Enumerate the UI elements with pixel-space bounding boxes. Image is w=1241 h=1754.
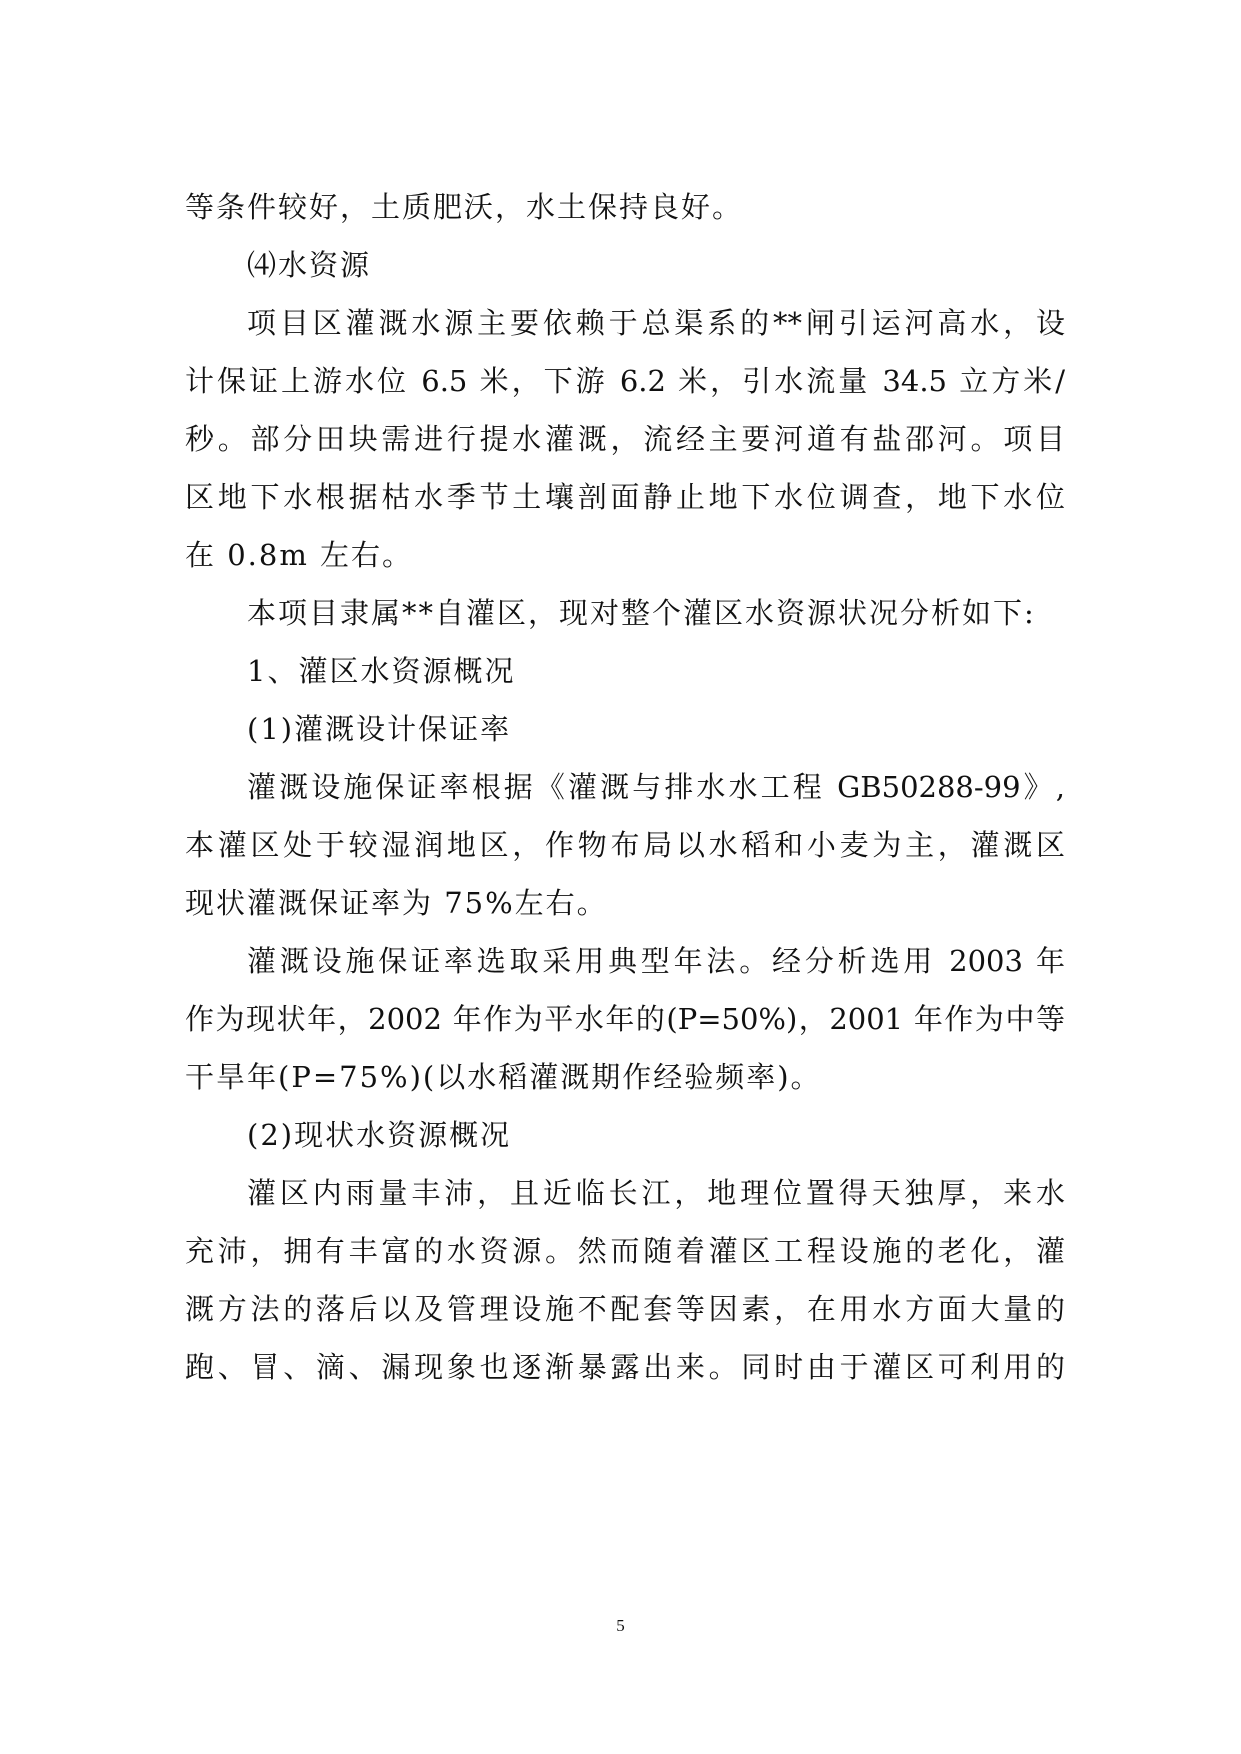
paragraph-line: 充沛，拥有丰富的水资源。然而随着灌区工程设施的老化，灌 xyxy=(185,1234,1065,1268)
subsection-heading-design-guarantee: (1)灌溉设计保证率 xyxy=(247,712,512,746)
subsection-heading-current-water: (2)现状水资源概况 xyxy=(247,1118,512,1152)
paragraph-line: 干旱年(P=75%)(以水稻灌溉期作经验频率)。 xyxy=(185,1060,822,1094)
paragraph-line: 等条件较好，土质肥沃，水土保持良好。 xyxy=(185,190,744,224)
paragraph-line: 现状灌溉保证率为 75%左右。 xyxy=(185,886,608,920)
section-heading-water-resources: ⑷水资源 xyxy=(247,248,372,282)
paragraph-line: 灌区内雨量丰沛，且近临长江，地理位置得天独厚，来水 xyxy=(247,1176,1065,1210)
document-body xyxy=(185,178,1065,1396)
paragraph-line: 作为现状年，2002 年作为平水年的(P=50%)，2001 年作为中等 xyxy=(185,1002,1065,1036)
paragraph-line: 本灌区处于较湿润地区，作物布局以水稻和小麦为主，灌溉区 xyxy=(185,828,1065,862)
paragraph-line: 计保证上游水位 6.5 米，下游 6.2 米，引水流量 34.5 立方米/ xyxy=(185,364,1065,398)
paragraph-line: 跑、冒、滴、漏现象也逐渐暴露出来。同时由于灌区可利用的 xyxy=(185,1350,1065,1384)
paragraph-line: 灌溉设施保证率选取采用典型年法。经分析选用 2003 年 xyxy=(247,944,1065,978)
paragraph-line: 灌溉设施保证率根据《灌溉与排水水工程 GB50288-99》, xyxy=(247,770,1065,804)
paragraph-line: 本项目隶属**自灌区，现对整个灌区水资源状况分析如下: xyxy=(247,596,1036,630)
page-number: 5 xyxy=(616,1616,625,1635)
paragraph-line: 在 0.8m 左右。 xyxy=(185,538,414,572)
paragraph-line: 秒。部分田块需进行提水灌溉，流经主要河道有盐邵河。项目 xyxy=(185,422,1065,456)
paragraph-line: 溉方法的落后以及管理设施不配套等因素，在用水方面大量的 xyxy=(185,1292,1065,1326)
paragraph-line: 项目区灌溉水源主要依赖于总渠系的**闸引运河高水，设 xyxy=(247,306,1065,340)
paragraph-line: 区地下水根据枯水季节土壤剖面静止地下水位调查，地下水位 xyxy=(185,480,1065,514)
section-heading-irrigation-overview: 1、灌区水资源概况 xyxy=(247,654,516,688)
